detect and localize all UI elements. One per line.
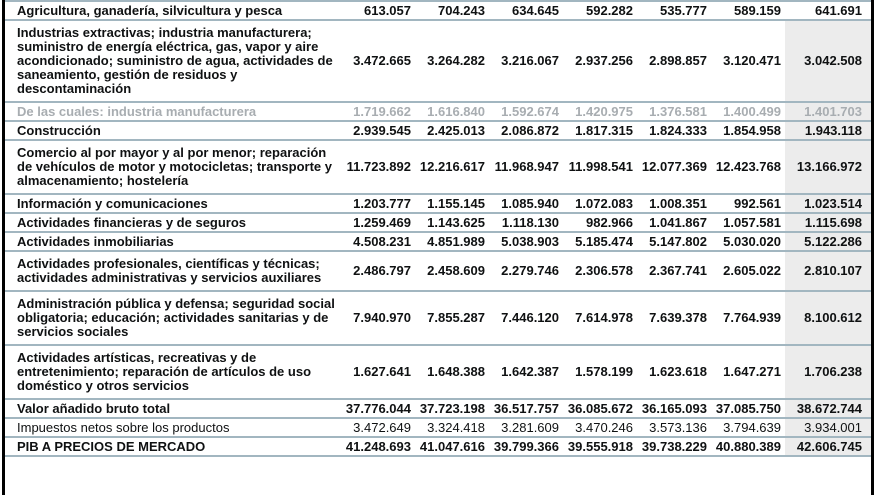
gdp-sector-table	[5, 0, 871, 457]
value-cell: 3.573.136	[649, 420, 707, 435]
value-cell: 1.057.581	[723, 215, 781, 230]
value-cell: 982.966	[586, 215, 633, 230]
value-cell: 1.072.083	[575, 196, 633, 211]
table-row	[5, 213, 871, 232]
value-cell: 1.041.867	[649, 215, 707, 230]
value-cell: 37.776.044	[345, 401, 411, 416]
value-cell: 8.100.612	[785, 291, 871, 345]
value-cell: 7.764.939	[723, 310, 781, 325]
sector-label-cell: Actividades inmobiliarias	[17, 234, 174, 249]
sector-label-cell: Agricultura, ganadería, silvicultura y pesca	[17, 3, 283, 18]
value-cell: 1.085.940	[501, 196, 559, 211]
gdp-sector-table-fragment	[2, 0, 874, 495]
value-cell: 3.472.649	[353, 420, 411, 435]
table-row	[5, 194, 871, 213]
sector-label-cell: Actividades artísticas, recreativas y de entretenimiento; reparación de artículos de uso doméstico y otros servicios	[17, 350, 312, 393]
value-cell: 2.458.609	[427, 263, 485, 278]
value-cell: 7.639.378	[649, 310, 707, 325]
value-cell: 1.155.145	[427, 196, 485, 211]
value-cell: 1.023.514	[785, 194, 871, 213]
table-row	[5, 418, 871, 437]
value-cell: 39.555.918	[567, 439, 633, 454]
value-cell: 1.648.388	[427, 364, 485, 379]
sector-label-cell: Valor añadido bruto total	[17, 401, 171, 416]
value-cell: 4.508.231	[353, 234, 411, 249]
table-row	[5, 437, 871, 456]
value-cell: 2.605.022	[723, 263, 781, 278]
value-cell: 1.642.387	[501, 364, 559, 379]
value-cell: 1.259.469	[353, 215, 411, 230]
table-row	[5, 251, 871, 291]
value-cell: 12.077.369	[641, 159, 707, 174]
value-cell: 39.799.366	[493, 439, 559, 454]
value-cell: 4.851.989	[427, 234, 485, 249]
sector-label-cell: PIB A PRECIOS DE MERCADO	[17, 439, 206, 454]
sector-label-cell: Información y comunicaciones	[17, 196, 208, 211]
table-row	[5, 140, 871, 194]
value-cell: 3.934.001	[785, 418, 871, 437]
value-cell: 5.122.286	[785, 232, 871, 251]
value-cell: 36.165.093	[641, 401, 707, 416]
value-cell: 5.030.020	[723, 234, 781, 249]
value-cell: 1.706.238	[785, 345, 871, 399]
value-cell: 1.616.840	[427, 104, 485, 119]
value-cell: 37.085.750	[715, 401, 781, 416]
value-cell: 1.943.118	[785, 121, 871, 140]
value-cell: 5.185.474	[575, 234, 633, 249]
value-cell: 1.824.333	[649, 123, 707, 138]
value-cell: 592.282	[586, 3, 633, 18]
sector-label-cell: Construcción	[17, 123, 101, 138]
value-cell: 704.243	[438, 3, 485, 18]
value-cell: 1.854.958	[723, 123, 781, 138]
value-cell: 634.645	[512, 3, 559, 18]
value-cell: 40.880.389	[715, 439, 781, 454]
sector-label-cell: De las cuales: industria manufacturera	[17, 104, 257, 119]
table-row	[5, 121, 871, 140]
value-cell: 3.042.508	[785, 20, 871, 102]
value-cell: 3.216.067	[501, 53, 559, 68]
sector-label-cell: Actividades financieras y de seguros	[17, 215, 247, 230]
table-row	[5, 20, 871, 102]
table-row	[5, 102, 871, 121]
value-cell: 613.057	[364, 3, 411, 18]
value-cell: 1.627.641	[353, 364, 411, 379]
value-cell: 1.578.199	[575, 364, 633, 379]
value-cell: 11.723.892	[346, 159, 411, 174]
sector-label-cell: Impuestos netos sobre los productos	[17, 420, 230, 435]
value-cell: 41.248.693	[345, 439, 411, 454]
value-cell: 2.937.256	[575, 53, 633, 68]
value-cell: 36.085.672	[567, 401, 633, 416]
sector-label-cell: Industrias extractivas; industria manufacturera; suministro de energía eléctrica, gas, vapor y aire acondicionado; suministro de agua, actividades de saneamiento, gestión de residuos y descontaminación	[17, 25, 333, 96]
value-cell: 1.647.271	[723, 364, 781, 379]
value-cell: 2.306.578	[575, 263, 633, 278]
value-cell: 5.038.903	[501, 234, 559, 249]
sector-label-cell: Comercio al por mayor y al por menor; reparación de vehículos de motor y motocicletas; transporte y almacenamiento; hostelería	[17, 145, 332, 188]
value-cell: 11.968.947	[494, 159, 559, 174]
table-row	[5, 345, 871, 399]
value-cell: 641.691	[815, 3, 862, 18]
table-row	[5, 232, 871, 251]
value-cell: 3.794.639	[723, 420, 781, 435]
value-cell: 1.719.662	[353, 104, 411, 119]
value-cell: 1.118.130	[501, 215, 559, 230]
sector-label-cell: Actividades profesionales, científicas y técnicas; actividades administrativas y servicios auxiliares	[17, 256, 322, 285]
table-row	[5, 399, 871, 418]
value-cell: 7.855.287	[427, 310, 485, 325]
value-cell: 2.086.872	[501, 123, 559, 138]
value-cell: 535.777	[660, 3, 707, 18]
value-cell: 2.367.741	[649, 263, 707, 278]
value-cell: 3.472.665	[353, 53, 411, 68]
table-row	[5, 1, 871, 20]
value-cell: 1.376.581	[649, 104, 707, 119]
value-cell: 1.817.315	[575, 123, 633, 138]
value-cell: 42.606.745	[785, 437, 871, 456]
value-cell: 12.423.768	[715, 159, 781, 174]
value-cell: 589.159	[734, 3, 781, 18]
value-cell: 3.470.246	[575, 420, 633, 435]
value-cell: 2.939.545	[353, 123, 411, 138]
value-cell: 1.400.499	[723, 104, 781, 119]
value-cell: 1.143.625	[427, 215, 485, 230]
value-cell: 12.216.617	[419, 159, 485, 174]
value-cell: 3.281.609	[501, 420, 559, 435]
sector-label-cell: Administración pública y defensa; seguridad social obligatoria; educación; actividades sanitarias y de servicios sociales	[17, 296, 335, 339]
value-cell: 7.614.978	[575, 310, 633, 325]
value-cell: 3.120.471	[723, 53, 781, 68]
value-cell: 1.401.703	[785, 102, 871, 121]
value-cell: 2.898.857	[649, 53, 707, 68]
value-cell: 2.810.107	[785, 251, 871, 291]
value-cell: 7.940.970	[353, 310, 411, 325]
value-cell: 39.738.229	[641, 439, 707, 454]
value-cell: 37.723.198	[419, 401, 485, 416]
value-cell: 38.672.744	[785, 399, 871, 418]
value-cell: 2.279.746	[501, 263, 559, 278]
value-cell: 36.517.757	[493, 401, 559, 416]
value-cell: 2.486.797	[353, 263, 411, 278]
table-body	[5, 1, 871, 456]
value-cell: 41.047.616	[419, 439, 485, 454]
value-cell: 992.561	[734, 196, 781, 211]
table-row	[5, 291, 871, 345]
value-cell: 1.420.975	[575, 104, 633, 119]
value-cell: 1.203.777	[353, 196, 411, 211]
value-cell: 7.446.120	[501, 310, 559, 325]
value-cell: 11.998.541	[568, 159, 633, 174]
value-cell: 3.264.282	[427, 53, 485, 68]
value-cell: 13.166.972	[785, 140, 871, 194]
value-cell: 5.147.802	[649, 234, 707, 249]
value-cell: 1.623.618	[649, 364, 707, 379]
value-cell: 1.115.698	[785, 213, 871, 232]
value-cell: 2.425.013	[427, 123, 485, 138]
value-cell: 1.592.674	[501, 104, 559, 119]
value-cell: 3.324.418	[427, 420, 485, 435]
value-cell: 1.008.351	[649, 196, 707, 211]
